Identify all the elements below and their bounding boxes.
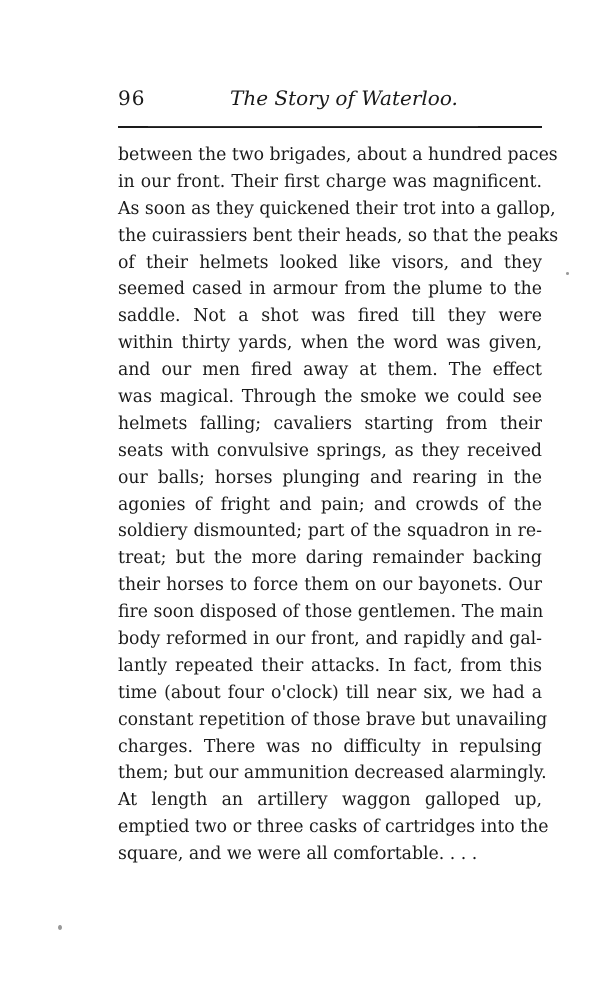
body-text <box>118 142 559 868</box>
text-line: of their helmets looked like visors, and they <box>118 252 542 273</box>
text-line: within thirty yards, when the word was given, <box>118 333 542 354</box>
text-line: their horses to force them on our bayonets. Our <box>118 575 542 596</box>
text-line: and our men fired away at them. The effect <box>118 360 542 381</box>
paper-speck <box>566 272 569 275</box>
text-line: treat; but the more daring remainder backing <box>118 548 542 569</box>
text-line: charges. There was no difficulty in repulsing <box>118 736 542 757</box>
text-line: our balls; horses plunging and rearing in the <box>118 467 542 488</box>
text-line: in our front. Their first charge was magnificent. <box>118 171 542 192</box>
text-line: between the two brigades, about a hundred paces <box>118 145 558 165</box>
text-line: them; but our ammunition decreased alarmingly. <box>118 763 547 784</box>
text-line: helmets falling; cavaliers starting from their <box>118 413 542 434</box>
header-rule <box>118 126 542 128</box>
text-line: agonies of fright and pain; and crowds of the <box>118 494 542 515</box>
text-line: At length an artillery waggon galloped up, <box>118 790 542 811</box>
text-line-last: square, and we were all comfortable. . . . <box>118 844 478 865</box>
header-rule-thin <box>148 126 478 127</box>
text-line: seats with convulsive springs, as they received <box>118 440 542 461</box>
text-line: emptied two or three casks of cartridges into the <box>118 817 549 838</box>
text-line: was magical. Through the smoke we could see <box>118 387 542 408</box>
paper-speck <box>58 925 62 930</box>
text-line: seemed cased in armour from the plume to the <box>118 279 542 300</box>
text-line: saddle. Not a shot was fired till they were <box>118 306 542 327</box>
text-line: fire soon disposed of those gentlemen. The main <box>118 602 544 623</box>
running-title: The Story of Waterloo. <box>230 86 458 110</box>
page-number: 96 <box>118 86 146 110</box>
text-line: time (about four o'clock) till near six, we had a <box>118 682 542 703</box>
page-header <box>118 86 542 114</box>
text-line: body reformed in our front, and rapidly and gal- <box>118 629 542 650</box>
text-line: soldiery dismounted; part of the squadron in re- <box>118 521 542 542</box>
text-line: lantly repeated their attacks. In fact, from this <box>118 655 542 676</box>
text-line: the cuirassiers bent their heads, so that the peaks <box>118 225 559 246</box>
text-line: constant repetition of those brave but unavailing <box>118 709 548 730</box>
text-line: As soon as they quickened their trot into a gallop, <box>118 198 556 219</box>
